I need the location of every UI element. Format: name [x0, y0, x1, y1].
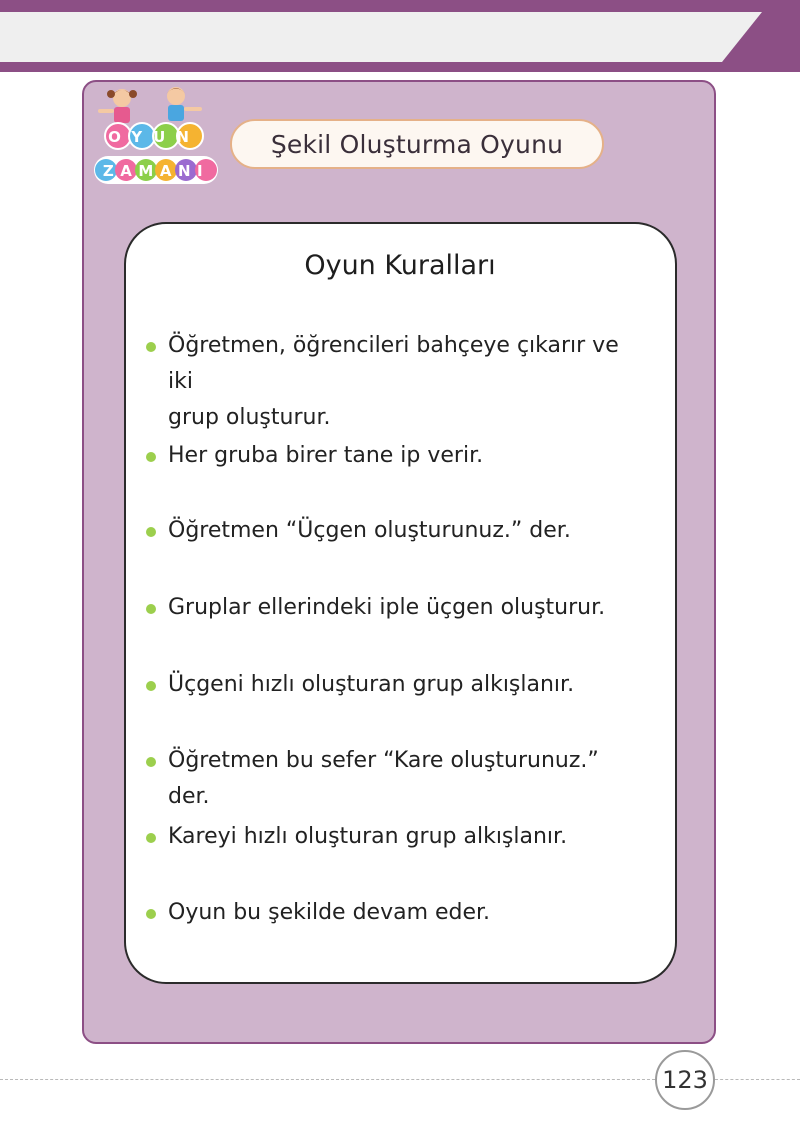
footer-dashed-line-right	[715, 1079, 800, 1080]
title-pill	[230, 119, 604, 169]
rule-item	[146, 743, 646, 815]
rule-item	[146, 895, 646, 931]
bullet-dot	[146, 527, 156, 537]
rule-text: Kareyi hızlı oluşturan grup alkışlanır.	[168, 824, 568, 849]
rule-text: Her gruba birer tane ip verir.	[168, 443, 484, 468]
rule-item	[146, 438, 646, 474]
bullet-dot	[146, 757, 156, 767]
page-title: Şekil Oluşturma Oyunu	[270, 129, 564, 159]
bullet-dot	[146, 681, 156, 691]
bullet-dot	[146, 833, 156, 843]
rule-text: Öğretmen, öğrencileri bahçeye çıkarır ve iki	[168, 333, 619, 394]
bullet-dot	[146, 452, 156, 462]
rule-text: Gruplar ellerindeki iple üçgen oluşturur.	[168, 595, 606, 620]
rule-item	[146, 328, 646, 436]
rule-item	[146, 819, 646, 855]
page-number: 123	[655, 1050, 715, 1110]
bullet-dot	[146, 342, 156, 352]
rule-item	[146, 513, 646, 549]
logo-line1: OYUN	[108, 128, 200, 146]
rule-text: Oyun bu şekilde devam eder.	[168, 900, 491, 925]
oyun-zamani-logo	[90, 84, 222, 190]
top-header-band	[0, 0, 800, 72]
rule-text: Üçgeni hızlı oluşturan grup alkışlanır.	[168, 672, 575, 697]
footer-dashed-line-left	[0, 1079, 655, 1080]
rule-text: Öğretmen bu sefer “Kare oluşturunuz.” der.	[168, 748, 599, 809]
bullet-dot	[146, 909, 156, 919]
rules-heading: Oyun Kuralları	[304, 250, 496, 281]
rule-text: Öğretmen “Üçgen oluşturunuz.” der.	[168, 518, 571, 543]
rule-item	[146, 590, 646, 626]
bullet-dot	[146, 604, 156, 614]
rule-item	[146, 667, 646, 703]
logo-line2: ZAMANI	[102, 162, 210, 180]
rule-text-continued: grup oluşturur.	[168, 405, 331, 430]
